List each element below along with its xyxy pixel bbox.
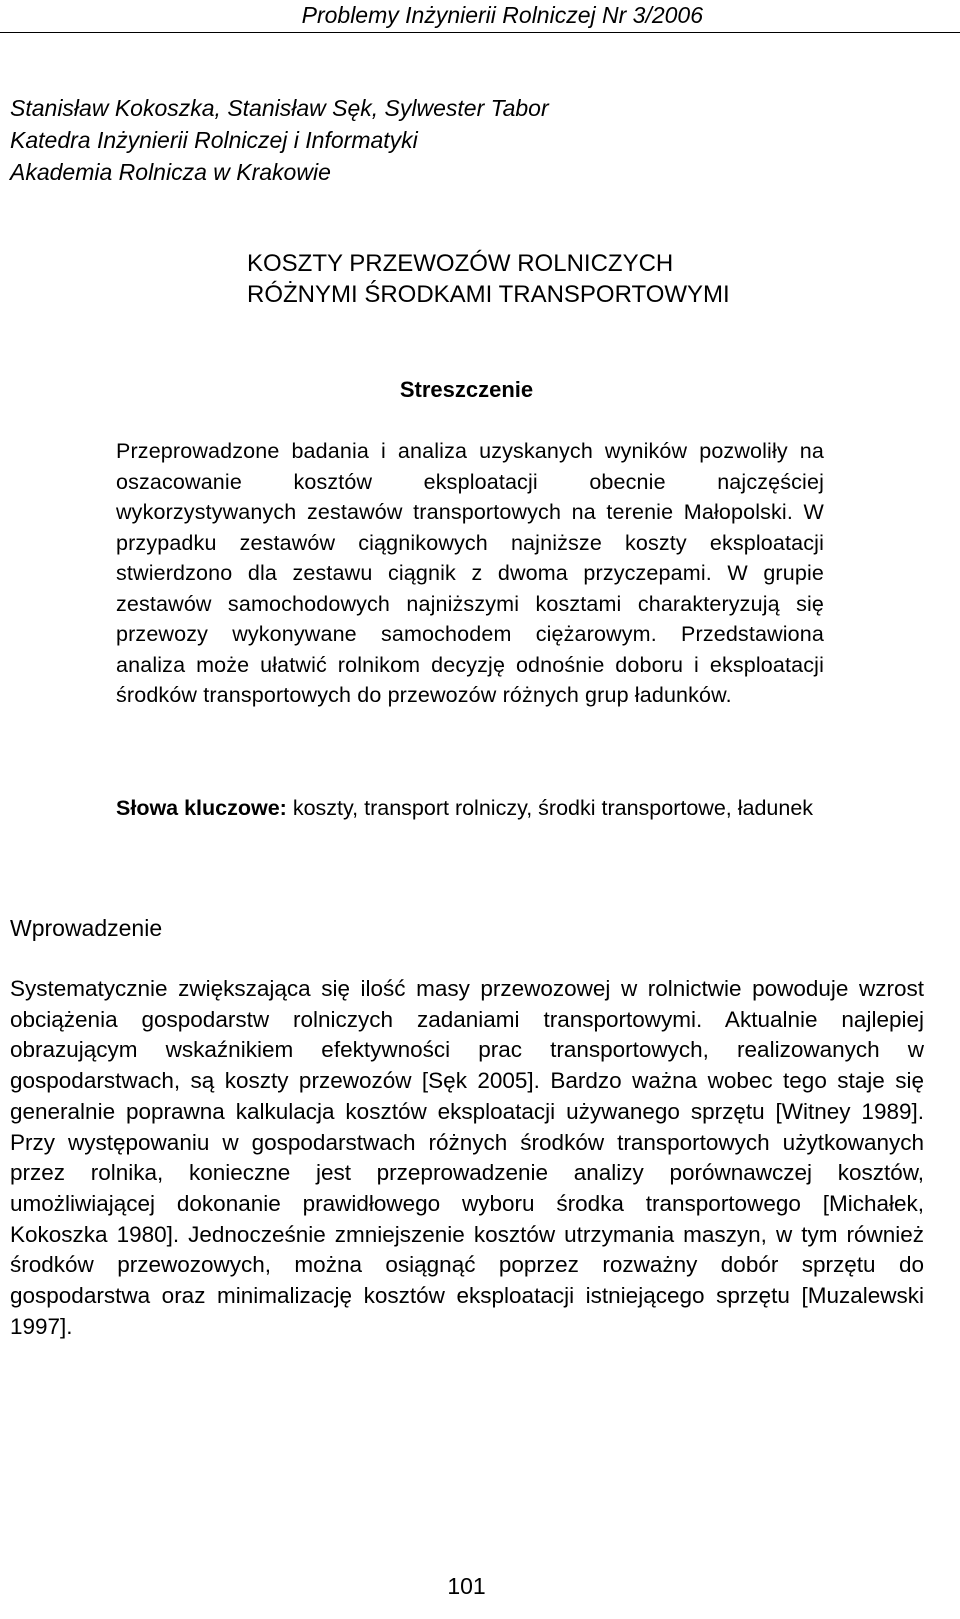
author-block	[10, 92, 549, 188]
section-heading-introduction: Wprowadzenie	[10, 915, 163, 941]
page-number: 101	[447, 1573, 486, 1599]
paper-title-line-2: RÓŻNYMI ŚRODKAMI TRANSPORTOWYMI	[247, 281, 730, 308]
paper-title-line-1: KOSZTY PRZEWOZÓW ROLNICZYCH	[247, 250, 674, 277]
keywords-label: Słowa kluczowe:	[116, 796, 287, 820]
author-names: Stanisław Kokoszka, Stanisław Sęk, Sylwester Tabor	[10, 95, 549, 121]
running-header	[0, 0, 960, 33]
author-institution: Akademia Rolnicza w Krakowie	[10, 159, 331, 185]
journal-title: Problemy Inżynierii Rolniczej Nr 3/2006	[301, 2, 703, 28]
author-department: Katedra Inżynierii Rolniczej i Informatyki	[10, 127, 418, 153]
keywords-text: koszty, transport rolniczy, środki transportowe, ładunek	[292, 796, 814, 820]
abstract-text: Przeprowadzone badania i analiza uzyskanych wyników pozwoliły na oszacowanie kosztów eksploatacji obecnie najczęściej wykorzystywanych zestawów transportowych na terenie Małopolski. W przypadku zestawów ciągnikowych najniższe koszty eksploatacji stwierdzono dla zestawu ciągnik z dwoma przyczepami. W grupie zestawów samochodowych najniższymi kosztami charakteryzują się przewozy wykonywane samochodem ciężarowym. Przedstawiona analiza może ułatwić rolnikom decyzję odnośnie doboru i eksploatacji środków transportowych do przewozów różnych grup ładunków.	[116, 439, 824, 707]
paper-title	[247, 248, 730, 310]
introduction-text: Systematycznie zwiększająca się ilość masy przewozowej w rolnictwie powoduje wzrost obciążenia gospodarstw rolniczych zadaniami transportowymi. Aktualnie najlepiej obrazującym wskaźnikiem efektywności prac transportowych, realizowanych w gospodarstwach, są koszty przewozów [Sęk 2005]. Bardzo ważna wobec tego staje się generalnie poprawna kalkulacja kosztów eksploatacji używanego sprzętu [Witney 1989]. Przy występowaniu w gospodarstwach różnych środków transportowych użytkowanych przez rolnika, konieczne jest przeprowadzenie analizy porównawczej kosztów, umożliwiającej dokonanie prawidłowego wyboru środka transportowego [Michałek, Kokoszka 1980]. Jednocześnie zmniejszenie kosztów utrzymania maszyn, w tym również środków przewozowych, można osiągnąć poprzez rozważny dobór sprzętu do gospodarstwa oraz minimalizację kosztów eksploatacji istniejącego sprzętu [Muzalewski 1997].	[10, 976, 924, 1339]
abstract-heading: Streszczenie	[399, 377, 534, 402]
keywords	[116, 792, 824, 824]
